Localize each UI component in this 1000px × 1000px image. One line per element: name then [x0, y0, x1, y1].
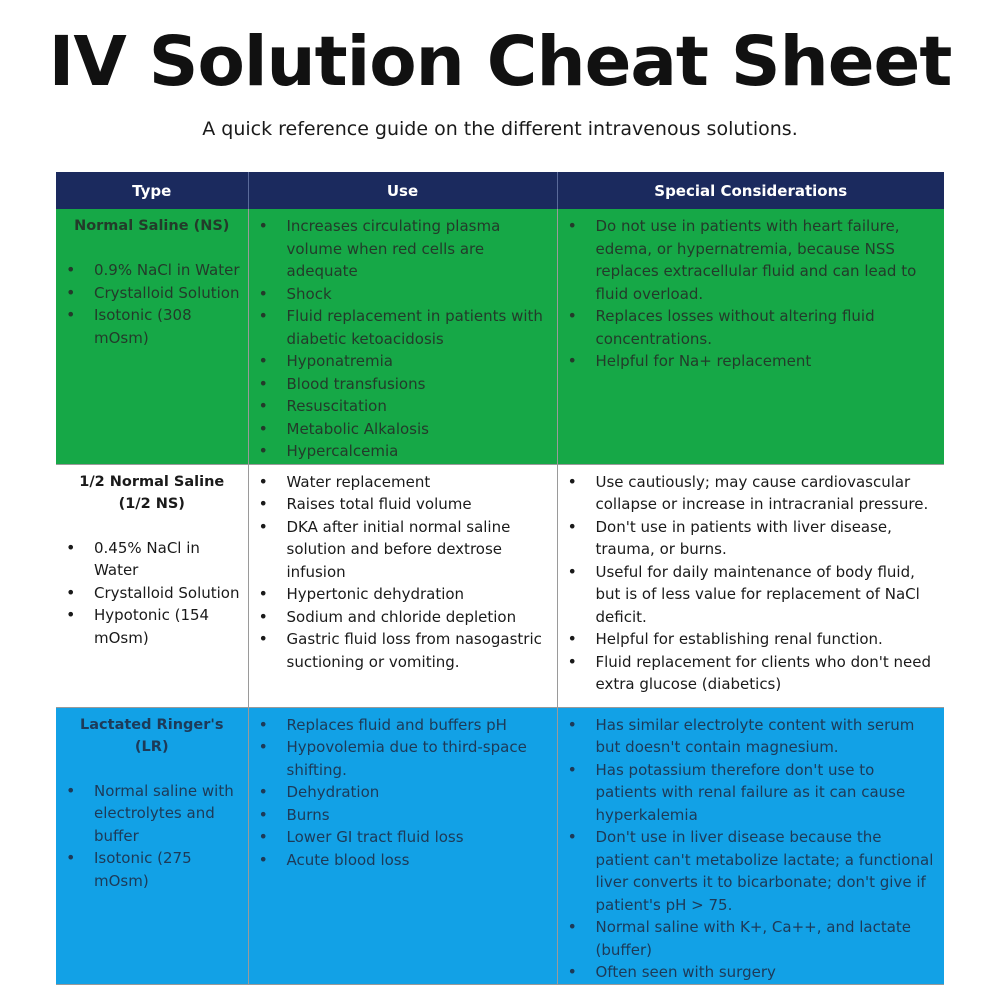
- list-item: • Has potassium therefore don't use to patients with renal failure as it can cause hyperkalemia: [596, 759, 937, 827]
- property-list: [64, 780, 240, 893]
- page-subtitle: A quick reference guide on the different intravenous solutions.: [202, 118, 798, 140]
- list-item: • Normal saline with electrolytes and buffer: [94, 780, 240, 848]
- page-title: IV Solution Cheat Sheet: [48, 22, 952, 102]
- list-item: • Use cautiously; may cause cardiovascular collapse or increase in intracranial pressure.: [596, 471, 937, 516]
- list-item: • Hypertonic dehydration: [287, 583, 549, 606]
- solution-name: Lactated Ringer's (LR): [80, 716, 224, 755]
- considerations-cell: [557, 464, 944, 707]
- list-item: • Acute blood loss: [287, 849, 549, 872]
- list-item: • Has similar electrolyte content with serum but doesn't contain magnesium.: [596, 714, 937, 759]
- use-cell: [248, 707, 557, 984]
- table-row-normal-saline: [56, 209, 944, 464]
- list-item: • Increases circulating plasma volume when red cells are adequate: [287, 215, 549, 283]
- table-row-lactated-ringers: [56, 707, 944, 984]
- list-item: • Burns: [287, 804, 549, 827]
- type-cell: [56, 464, 248, 707]
- list-item: • Sodium and chloride depletion: [287, 606, 549, 629]
- list-item: • Often seen with surgery: [596, 961, 937, 984]
- list-item: • Isotonic (275 mOsm): [94, 847, 240, 892]
- list-item: • Hypovolemia due to third-space shifting.: [287, 736, 549, 781]
- list-item: • Helpful for Na+ replacement: [596, 350, 937, 373]
- use-cell: [248, 464, 557, 707]
- iv-solutions-table: [56, 172, 944, 985]
- list-item: • Hypotonic (154 mOsm): [94, 604, 240, 649]
- property-list: [64, 259, 240, 349]
- header-type: Type: [56, 172, 248, 209]
- list-item: • Fluid replacement for clients who don't need extra glucose (diabetics): [596, 651, 937, 696]
- list-item: • Isotonic (308 mOsm): [94, 304, 240, 349]
- solution-name: 1/2 Normal Saline (1/2 NS): [79, 473, 225, 512]
- use-list: [257, 471, 549, 674]
- considerations-list: [566, 215, 937, 373]
- header-use: Use: [248, 172, 557, 209]
- list-item: • Shock: [287, 283, 549, 306]
- list-item: • Hyponatremia: [287, 350, 549, 373]
- list-item: • Fluid replacement in patients with diabetic ketoacidosis: [287, 305, 549, 350]
- list-item: • Water replacement: [287, 471, 549, 494]
- list-item: • Dehydration: [287, 781, 549, 804]
- list-item: • Replaces fluid and buffers pH: [287, 714, 549, 737]
- header-special-considerations: Special Considerations: [557, 172, 944, 209]
- table-header-row: [56, 172, 944, 209]
- list-item: • Useful for daily maintenance of body fluid, but is of less value for replacement of NaCl deficit.: [596, 561, 937, 629]
- table-row-half-normal-saline: [56, 464, 944, 707]
- type-cell: [56, 707, 248, 984]
- use-cell: [248, 209, 557, 464]
- use-list: [257, 714, 549, 872]
- list-item: • Crystalloid Solution: [94, 282, 240, 305]
- list-item: • Replaces losses without altering fluid concentrations.: [596, 305, 937, 350]
- considerations-cell: [557, 707, 944, 984]
- solution-name: Normal Saline (NS): [74, 218, 230, 234]
- considerations-cell: [557, 209, 944, 464]
- list-item: • Don't use in liver disease because the patient can't metabolize lactate; a functional liver converts it to bicarbonate; don't give if patient's pH > 75.: [596, 826, 937, 916]
- list-item: • Raises total fluid volume: [287, 493, 549, 516]
- list-item: • Lower GI tract fluid loss: [287, 826, 549, 849]
- use-list: [257, 215, 549, 463]
- considerations-list: [566, 714, 937, 984]
- list-item: • Gastric fluid loss from nasogastric suctioning or vomiting.: [287, 628, 549, 673]
- property-list: [64, 537, 240, 650]
- list-item: • 0.9% NaCl in Water: [94, 259, 240, 282]
- list-item: • Don't use in patients with liver disease, trauma, or burns.: [596, 516, 937, 561]
- list-item: • Do not use in patients with heart failure, edema, or hypernatremia, because NSS replaces extracellular fluid and can lead to fluid overload.: [596, 215, 937, 305]
- list-item: • Blood transfusions: [287, 373, 549, 396]
- list-item: • Resuscitation: [287, 395, 549, 418]
- type-cell: [56, 209, 248, 464]
- list-item: • 0.45% NaCl in Water: [94, 537, 240, 582]
- considerations-list: [566, 471, 937, 696]
- list-item: • DKA after initial normal saline solution and before dextrose infusion: [287, 516, 549, 584]
- list-item: • Normal saline with K+, Ca++, and lactate (buffer): [596, 916, 937, 961]
- list-item: • Metabolic Alkalosis: [287, 418, 549, 441]
- list-item: • Crystalloid Solution: [94, 582, 240, 605]
- list-item: • Hypercalcemia: [287, 440, 549, 463]
- list-item: • Helpful for establishing renal function.: [596, 628, 937, 651]
